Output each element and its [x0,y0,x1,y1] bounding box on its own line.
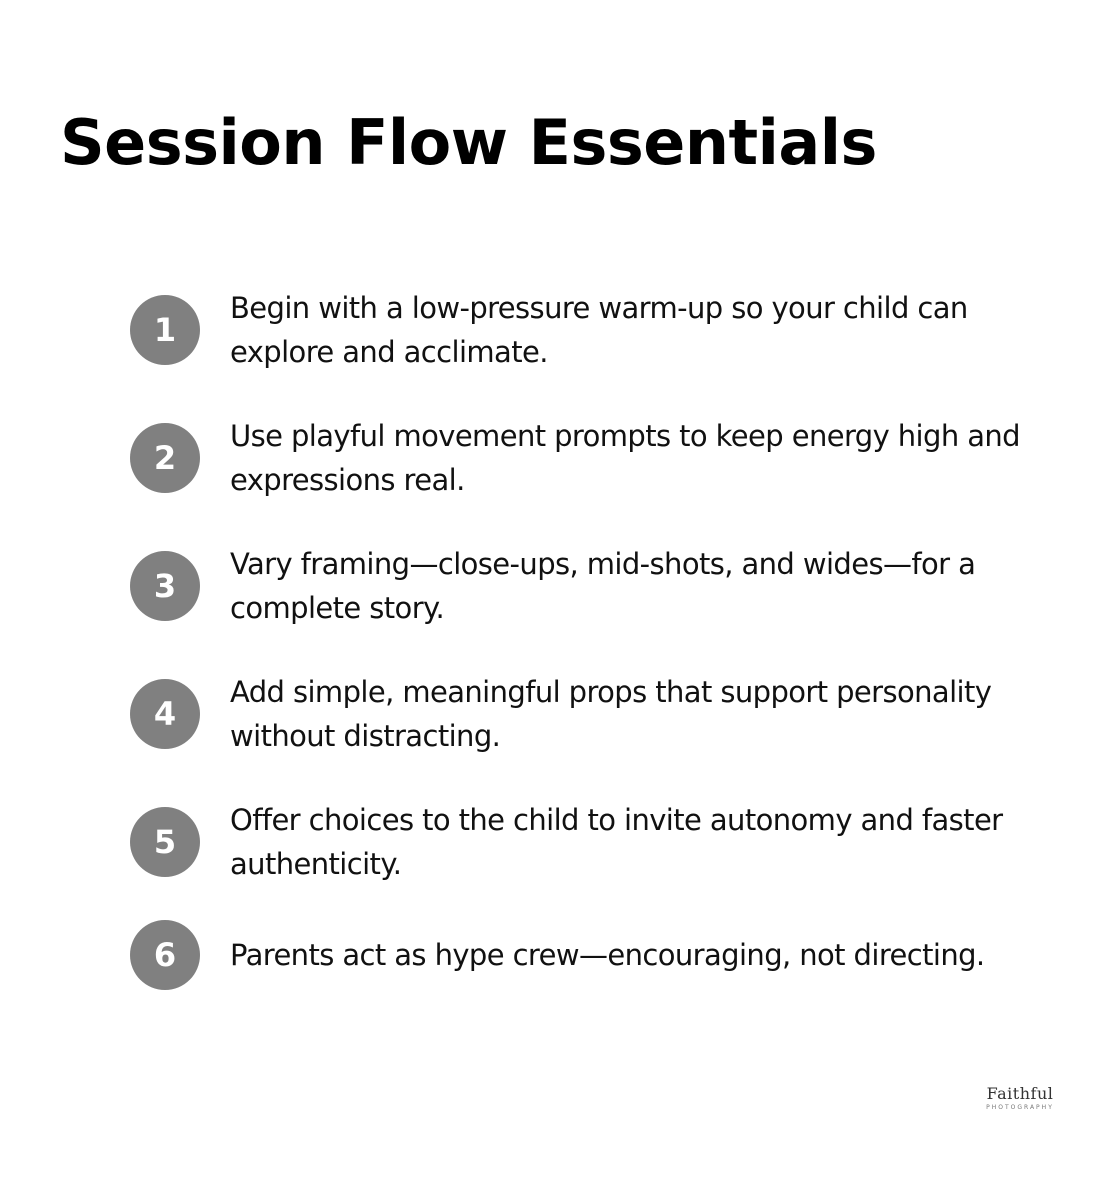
list-item [130,670,1070,758]
step-number-badge: 2 [130,423,200,493]
step-text: Vary framing—close-ups, mid-shots, and wides—for a complete story. [230,547,976,625]
step-number-badge: 6 [130,920,200,990]
step-number-badge: 4 [130,679,200,749]
logo-name: Faithful [986,1084,1054,1103]
step-text: Offer choices to the child to invite autonomy and faster authenticity. [230,803,1003,881]
step-number-badge: 1 [130,295,200,365]
list-item [130,542,1070,630]
step-text: Parents act as hype crew—encouraging, not directing. [230,938,985,972]
step-text: Use playful movement prompts to keep energy high and expressions real. [230,419,1020,497]
step-text: Begin with a low-pressure warm-up so your child can explore and acclimate. [230,291,968,369]
brand-logo [970,1084,1070,1112]
step-text: Add simple, meaningful props that support personality without distracting. [230,675,992,753]
page-title: Session Flow Essentials [60,106,877,179]
list-item [130,414,1070,502]
list-item [130,286,1070,374]
list-item [130,920,1070,990]
step-number-badge: 3 [130,551,200,621]
step-number-badge: 5 [130,807,200,877]
logo-subtitle: PHOTOGRAPHY [986,1104,1054,1111]
list-item [130,798,1070,886]
